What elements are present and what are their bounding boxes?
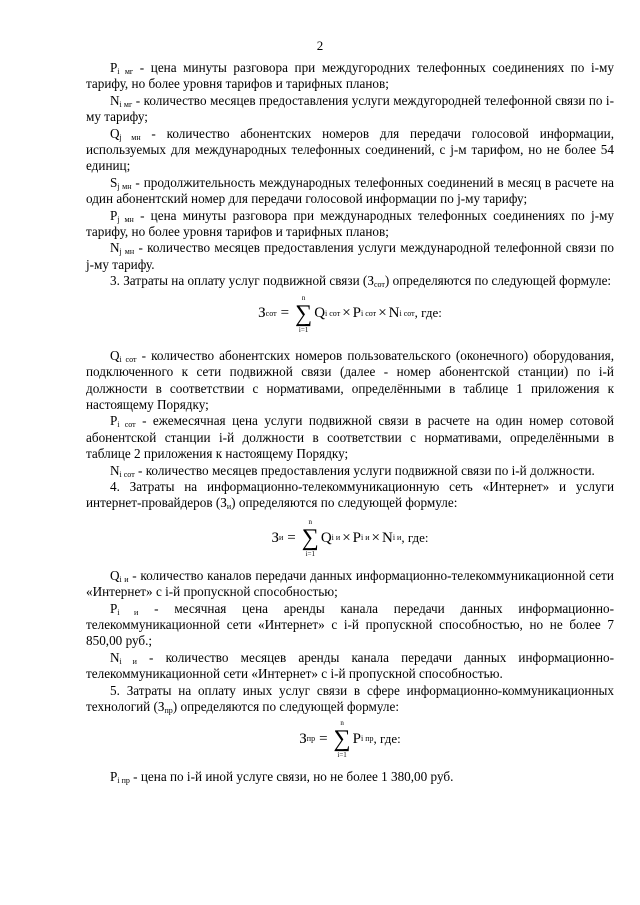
page-number: 2 (316, 38, 324, 53)
definition-q-j-mn: $Q_{j мн}$ - количество абонентских номеров для передачи голосовой информации, используемых для международных телефонных соединений, с j-м тарифом, но не более 54 единиц; (86, 125, 615, 174)
formula-other-services-costs: З пр = n ∑ i=1 P i пр , где: (299, 719, 401, 760)
definition-n-i-i: $N_{i и}$ - количество месяцев аренды канала передачи данных информационно-телекоммуникационной сети «Интернет» с i-й пропускной способностью. (86, 649, 614, 682)
section-3-intro: 3. Затраты на оплату услуг подвижной связи $(З_{сот})$ определяются по следующей формуле: (110, 273, 612, 290)
section-5-intro: 5. Затраты на оплату иных услуг связи в сфере информационно-коммуникационных технологий $(З_{пр})$ определяются по следующей формуле: (86, 682, 614, 715)
sum-operator: n ∑ i=1 (333, 719, 351, 760)
definition-p-i-sot: $P_{i сот}$ - ежемесячная цена услуги подвижной связи в расчете на один номер сотовой абонентской станции i-й должности в соответствии с нормативами, определёнными в таблице 2 приложения к настоящему Порядку; (86, 413, 614, 462)
definition-n-i-sot: $N_{i сот}$ - количество месяцев предоставления услуги подвижной связи по i-й должности. (110, 462, 595, 479)
section-4-intro: 4. Затраты на информационно-телекоммуникационную сеть «Интернет» и услуги интернет-провайдеров $(З_и)$ определяются по следующей формуле: (86, 478, 614, 512)
definition-p-j-mn: $P_{j мн}$ - цена минуты разговора при международных телефонных соединениях по j-му тарифу, но более уровня тарифов и тарифных планов; (86, 207, 614, 240)
definition-q-i-i: $Q_{i и}$ - количество каналов передачи данных информационно-телекоммуникационной сети «Интернет» с i-й пропускной способностью; (86, 567, 614, 600)
definition-p-i-i: $P_{i и}$ - месячная цена аренды канала передачи данных информационно-телекоммуникационной сети «Интернет» с i-й пропускной способностью, но не более 7 850,00 руб.; (86, 600, 614, 649)
document-body (86, 60, 614, 786)
definition-q-i-sot: $Q_{i сот}$ - количество абонентских номеров пользовательского (оконечного) оборудования, подключенного к сети подвижной связи (далее - номер абонентской станции) по i-й должности в соответствии с нормативами, определёнными в таблице 1 приложения к настоящему Порядку; (86, 347, 615, 412)
sum-operator: n ∑ i=1 (301, 517, 319, 558)
formula-mobile-costs: З сот = n ∑ i=1 Q i сот × P i сот × N i сот , где: (258, 293, 442, 334)
definition-n-j-mn: $N_{j мн}$ - количество месяцев предоставления услуги международной телефонной связи по j-му тарифу. (86, 240, 614, 272)
definition-p-i-pr: $P_{i пр}$ - цена по i-й иной услуге связи, но не более 1 380,00 руб. (110, 769, 454, 786)
formula-internet-costs: З и = n ∑ i=1 Q i и × P i и × N i и , где: (271, 517, 429, 558)
definition-n-i-mg: $N_{i мг}$ - количество месяцев предоставления услуги междугородней телефонной связи по i-му тарифу; (86, 92, 614, 125)
definition-s-j-mn: $S_{j мн}$ - продолжительность международных телефонных соединений в месяц в расчете на один абонентский номер для передачи голосовой информации по j-му тарифу; (86, 174, 614, 207)
definition-p-i-mg: $P_{i мг}$ - цена минуты разговора при междугородних телефонных соединениях по i-му тарифу, но более уровня тарифов и тарифных планов; (86, 60, 614, 92)
sum-operator: n ∑ i=1 (295, 293, 313, 334)
